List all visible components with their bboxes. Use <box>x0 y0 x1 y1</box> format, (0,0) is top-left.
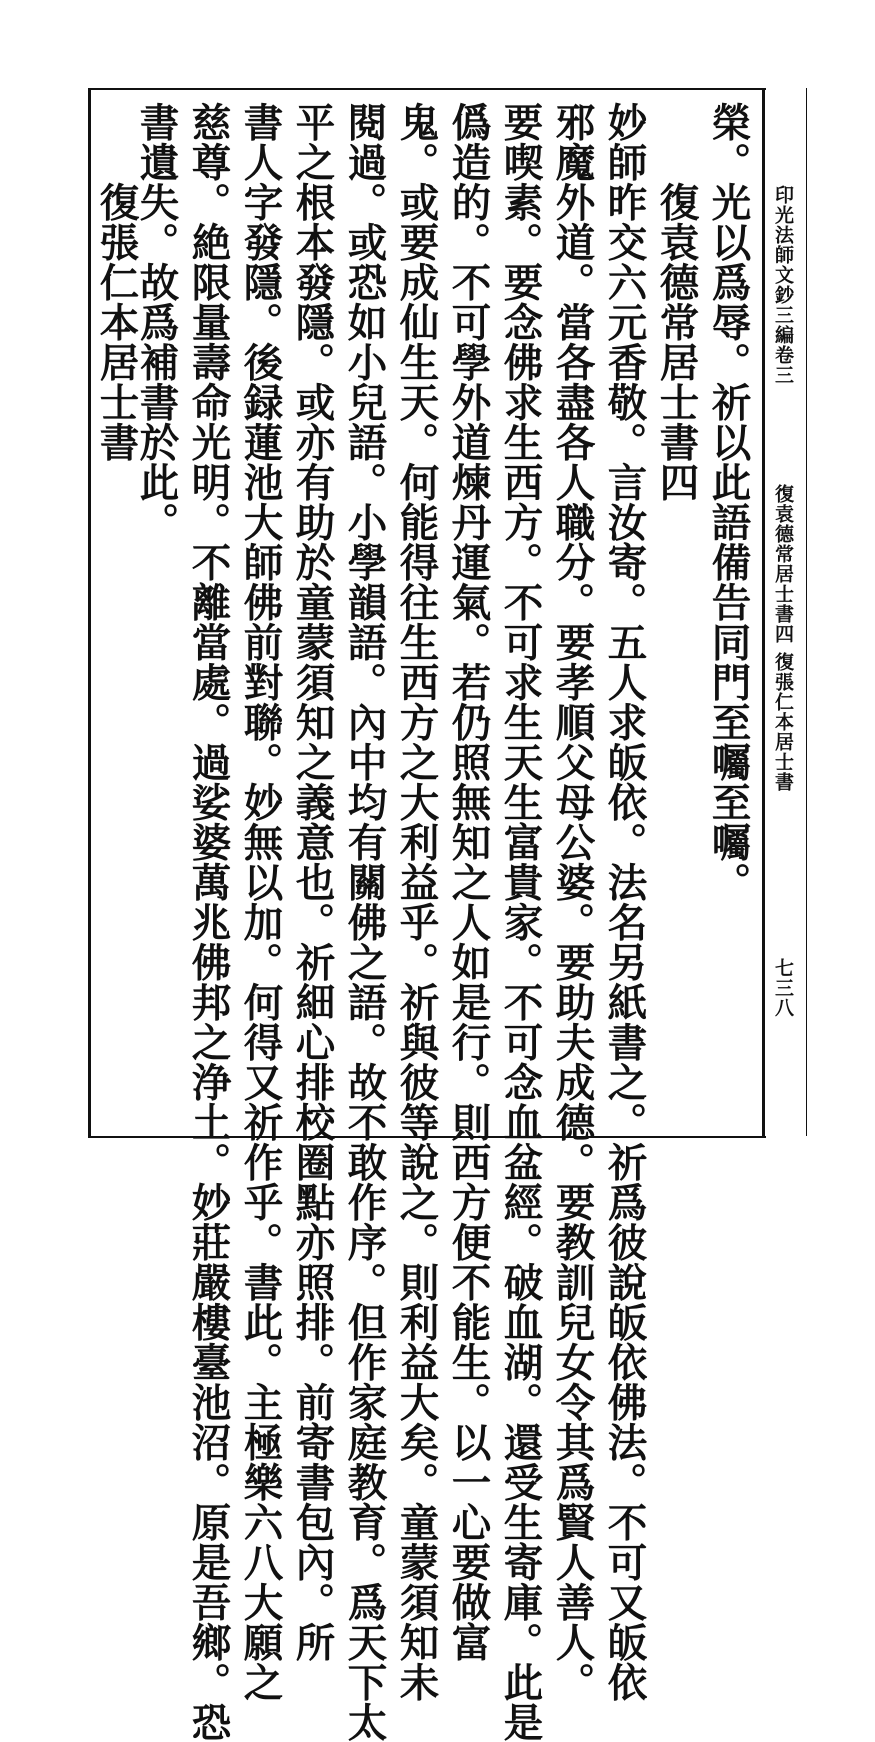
page-number: 七三八 <box>772 958 794 1018</box>
text-column-6: 僞造的。不可學外道煉丹運氣。若仍照無知之人如是行。則西方便不能生。以一心要做富 <box>445 102 492 1662</box>
text-column-3: 妙師昨交六元香敬。言汝寄。五人求皈依。法名另紙書之。祈爲彼說皈依佛法。不可又皈依 <box>601 102 648 1702</box>
frame-margin-line <box>806 88 807 1136</box>
section-title-1: 復袁德常居士書四 <box>772 484 794 644</box>
frame-left-line <box>88 88 91 1136</box>
section-title-2: 復張仁本居士書 <box>772 652 794 792</box>
text-column-12: 書遺失。故爲補書於此。 <box>133 102 180 542</box>
text-column-1: 榮。光以爲辱。祈以此語備告同門至囑至囑。 <box>705 102 752 902</box>
book-title: 印光法師文鈔三編卷三 <box>772 185 794 385</box>
text-column-2: 復袁德常居士書四 <box>653 102 700 502</box>
text-column-11: 慈尊。絶限量壽命光明。不離當處。過娑婆萬兆佛邦之浄土。妙莊嚴樓臺池沼。原是吾鄉。恐 <box>185 102 232 1742</box>
text-column-7: 鬼。或要成仙生天。何能得往生西方之大利益乎。祈與彼等說之。則利益大矣。童蒙須知未 <box>393 102 440 1702</box>
text-column-4: 邪魔外道。當各盡各人職分。要孝順父母公婆。要助夫成德。要教訓兒女令其爲賢人善人。 <box>549 102 596 1702</box>
text-column-9: 平之根本發隱。或亦有助於童蒙須知之義意也。祈細心排校圈點亦照排。前寄書包內。所 <box>289 102 336 1662</box>
frame-top-line <box>88 88 766 90</box>
text-column-8: 閱過。或恐如小兒語。小學韻語。內中均有關佛之語。故不敢作序。但作家庭教育。爲天下太 <box>341 102 388 1742</box>
text-column-10: 書人字發隱。後録蓮池大師佛前對聯。妙無以加。何得又祈作乎。書此。主極樂六八大願之 <box>237 102 284 1702</box>
text-column-13: 復張仁本居士書 <box>93 102 140 462</box>
frame-right-line <box>762 88 765 1136</box>
text-column-5: 要喫素。要念佛求生西方。不可求生天生富貴家。不可念血盆經。破血湖。還受生寄庫。此是 <box>497 102 544 1742</box>
